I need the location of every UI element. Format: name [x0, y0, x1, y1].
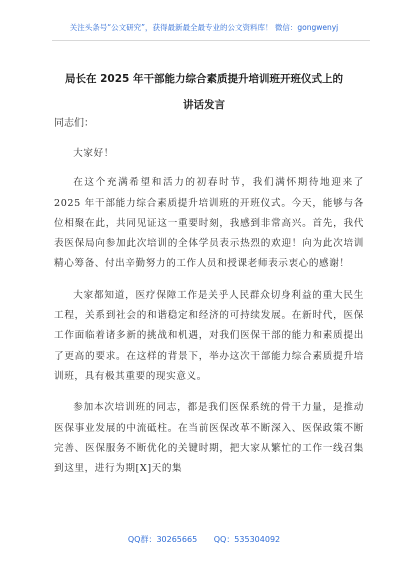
header-divider [52, 40, 370, 41]
document-title [40, 66, 368, 118]
footer-qq: QQ：535304092 [213, 535, 281, 544]
salutation: 同志们： [54, 118, 94, 129]
paragraph: 参加本次培训班的同志，都是我们医保系统的骨干力量，是推动医保事业发展的中流砥柱。在当前医保改革不断深入、医保政策不断完善、医保服务不断优化的关键时期，把大家从繁忙的工作一线召集到这里，进行为期[X]天的集 [54, 402, 364, 475]
footer-contact [0, 534, 408, 545]
document-body [54, 144, 364, 490]
header-notice: 关注头条号“公文研究”，获得最新最全最专业的公文资料库！ 微信：gongwenyj [69, 23, 339, 32]
title-line-1: 局长在 2025 年干部能力综合素质提升培训班开班仪式上的 [64, 73, 344, 85]
paragraph: 在这个充满希望和活力的初春时节，我们满怀期待地迎来了 2025 年干部能力综合素质提升培训班的开班仪式。今天，能够与各位相聚在此，共同见证这一重要时刻，我感到非常高兴。首先，我代表医保局向参加此次培训的全体学员表示热烈的欢迎！向为此次培训精心筹备、付出辛勤努力的工作人员和授课老师表示衷心的感谢！ [54, 177, 364, 270]
paragraph: 大家都知道，医疗保障工作是关乎人民群众切身利益的重大民生工程，关系到社会的和谐稳定和经济的可持续发展。在新时代，医保工作面临着诸多新的挑战和机遇，对我们医保干部的能力和素质提出了更高的要求。在这样的背景下，举办这次干部能力综合素质提升培训班，具有极其重要的现实意义。 [54, 289, 364, 382]
title-line-2: 讲话发言 [183, 99, 225, 111]
paragraph-greeting: 大家好！ [73, 148, 114, 159]
footer-qq-group: QQ群：30265665 [127, 535, 198, 544]
